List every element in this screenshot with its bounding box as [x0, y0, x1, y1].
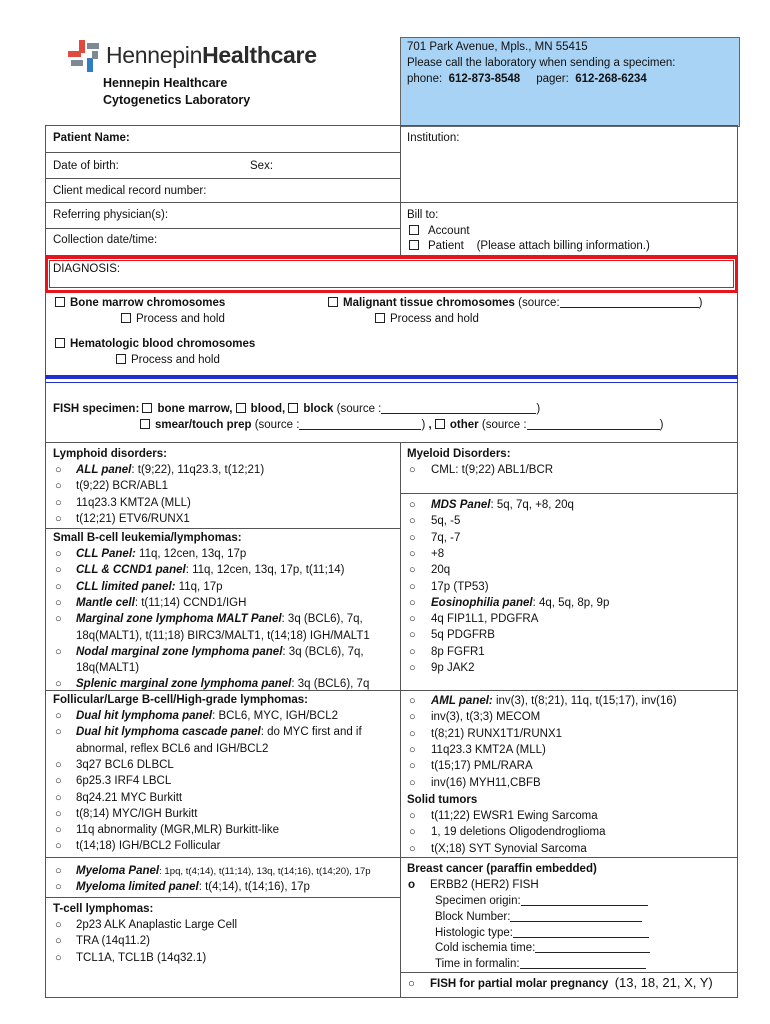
breast-field: [435, 941, 650, 955]
bullet-icon[interactable]: ○: [55, 824, 62, 837]
bone-marrow-chrom-checkbox[interactable]: [55, 297, 65, 307]
small-bcell-item[interactable]: [55, 645, 364, 659]
bill-patient-option[interactable]: [409, 239, 650, 253]
bullet-icon[interactable]: ○: [409, 776, 416, 789]
small-bcell-item[interactable]: [55, 661, 139, 675]
solid-tumor-item[interactable]: [409, 842, 587, 856]
collection-label: Collection date/time:: [53, 234, 158, 246]
close-paren: ): [536, 403, 541, 415]
breast-field-label: Histologic type:: [435, 926, 513, 939]
bullet-icon[interactable]: ○: [409, 629, 416, 642]
item-panel-name: CLL limited panel:: [76, 580, 176, 593]
bullet-icon[interactable]: ○: [55, 596, 62, 609]
hematologic-checkbox[interactable]: [55, 338, 65, 348]
breast-heading: Breast cancer (paraffin embedded): [407, 863, 597, 875]
myeloma-item[interactable]: [55, 864, 371, 879]
item-text: : 3q (BCL6), 7q,: [281, 613, 363, 626]
myeloma-item[interactable]: [55, 880, 310, 894]
logo: [66, 38, 317, 74]
item-text: 11q, 17p: [175, 580, 223, 593]
bm-process-hold-label: Process and hold: [136, 313, 225, 325]
item-text: : 11q, 12cen, 13q, 17p, t(11;14): [185, 564, 345, 577]
mds-item[interactable]: [409, 596, 609, 610]
item-text: 17p (TP53): [431, 580, 489, 593]
fish-smear-label: smear/touch prep: [155, 419, 252, 431]
molar-bullet: ○: [408, 978, 415, 990]
pager-label: pager:: [536, 73, 569, 85]
close-paren: ): [659, 419, 664, 431]
item-text: t(12;21) ETV6/RUNX1: [76, 512, 190, 525]
sex-label: Sex:: [250, 160, 274, 172]
bullet-icon[interactable]: ○: [55, 464, 62, 476]
bone-marrow-chrom-option[interactable]: [55, 296, 225, 310]
patient-bill-label: Patient: [428, 240, 464, 252]
item-panel-name: Mantle cell: [76, 596, 135, 609]
mrn-label: Client medical record number:: [53, 185, 207, 197]
lymphoid-item[interactable]: [55, 512, 190, 526]
aml-item[interactable]: [409, 743, 546, 757]
lymphoid-item[interactable]: [55, 463, 264, 477]
item-text: : 3q (BCL6), 7q,: [282, 645, 364, 658]
item-text: 5q PDGFRB: [431, 629, 495, 642]
phone-line: [407, 72, 647, 86]
follicular-item[interactable]: [55, 742, 268, 756]
aml-item[interactable]: [409, 727, 562, 741]
bullet-icon[interactable]: ○: [55, 613, 62, 626]
comma: ,: [428, 419, 432, 431]
molar-label: FISH for partial molar pregnancy: [430, 978, 609, 990]
item-text: 5q, -5: [431, 515, 461, 528]
solid-tumor-item[interactable]: [409, 825, 606, 839]
mt-process-hold-label: Process and hold: [390, 313, 479, 325]
fish-smear-checkbox[interactable]: [140, 419, 150, 429]
bullet-icon[interactable]: ○: [409, 760, 416, 773]
mds-item[interactable]: [409, 514, 460, 528]
item-text: : do MYC first and if: [260, 726, 362, 739]
follicular-item[interactable]: [55, 774, 171, 788]
bone-marrow-chrom-label: Bone marrow chromosomes: [70, 297, 226, 309]
bullet-icon[interactable]: ○: [409, 727, 416, 740]
fish-blood-label: blood,: [250, 403, 286, 415]
item-panel-name: Splenic marginal zone lymphoma panel: [76, 678, 292, 691]
item-panel-name: Dual hit lymphoma cascade panel: [76, 726, 261, 739]
mds-item[interactable]: [409, 580, 489, 594]
myeloid-heading: Myeloid Disorders:: [407, 448, 511, 460]
item-text: abnormal, reflex BCL6 and IGH/BCL2: [76, 742, 269, 755]
item-text: 11q23.3 KMT2A (MLL): [431, 743, 546, 756]
item-text: TRA (14q11.2): [76, 935, 150, 948]
fish-specimen-line2: [140, 418, 663, 432]
bullet-icon[interactable]: ○: [409, 842, 416, 855]
bullet-icon[interactable]: ○: [55, 807, 62, 820]
fish-label: FISH specimen:: [53, 403, 140, 415]
follicular-item[interactable]: [55, 839, 220, 853]
item-text: 2p23 ALK Anaplastic Large Cell: [76, 919, 238, 931]
mds-item[interactable]: [409, 563, 450, 577]
item-text: : 3q (BCL6), 7q: [291, 678, 370, 691]
item-text: : 4q, 5q, 8p, 9p: [532, 596, 610, 609]
org-line2: Cytogenetics Laboratory: [103, 93, 251, 107]
bullet-icon[interactable]: ○: [55, 512, 62, 525]
breast-field: [435, 910, 642, 924]
molar-pregnancy-option[interactable]: [408, 976, 713, 991]
account-checkbox[interactable]: [409, 225, 419, 235]
item-text: : BCL6, MYC, IGH/BCL2: [212, 710, 339, 722]
bullet-icon[interactable]: ○: [55, 919, 62, 931]
brand-light: Hennepin: [106, 42, 203, 68]
item-text: 11q, 12cen, 13q, 17p: [135, 548, 247, 560]
fish-smear-source-label: (source :: [254, 419, 300, 431]
item-text: CML: t(9;22) ABL1/BCR: [431, 464, 554, 476]
item-panel-name: CLL & CCND1 panel: [76, 564, 186, 577]
institution-label: Institution:: [407, 132, 460, 144]
bullet-icon[interactable]: ○: [55, 726, 62, 739]
bullet-icon[interactable]: ○: [55, 881, 62, 894]
small-bcell-item[interactable]: [55, 580, 223, 594]
bullet-icon[interactable]: ○: [409, 810, 416, 822]
follicular-item[interactable]: [55, 791, 182, 805]
bullet-icon[interactable]: ○: [55, 710, 62, 722]
bullet-icon[interactable]: ○: [409, 464, 416, 476]
mt-process-hold-checkbox[interactable]: [375, 313, 385, 323]
breast-field-input[interactable]: [521, 894, 648, 906]
item-panel-name: Marginal zone lymphoma MALT Panel: [76, 613, 282, 626]
bullet-icon[interactable]: ○: [55, 480, 62, 493]
hennepin-cross-icon: [66, 38, 102, 74]
hematologic-option[interactable]: [55, 337, 255, 351]
item-panel-name: ALL panel: [76, 464, 132, 476]
fish-block-source-label: (source :: [336, 403, 382, 415]
call-note: Please call the laboratory when sending a specimen:: [407, 57, 676, 69]
hb-process-hold-option[interactable]: [116, 353, 220, 367]
item-panel-name: CLL Panel:: [76, 548, 136, 560]
fish-other-checkbox[interactable]: [435, 419, 445, 429]
bm-process-hold-checkbox[interactable]: [121, 313, 131, 323]
item-text: t(11;22) EWSR1 Ewing Sarcoma: [431, 810, 598, 822]
item-text: t(8;21) RUNX1T1/RUNX1: [431, 727, 563, 740]
item-panel-name: Myeloma Panel: [76, 865, 160, 877]
mds-item[interactable]: [409, 645, 485, 659]
section-divider: [45, 375, 738, 379]
item-text: 1, 19 deletions Oligodendroglioma: [431, 826, 606, 839]
breast-field: [435, 957, 646, 971]
item-text: t(9;22) BCR/ABL1: [76, 480, 169, 493]
pager-number[interactable]: 612-268-6234: [575, 73, 647, 85]
tcell-item[interactable]: [55, 918, 237, 932]
lymphoid-item[interactable]: [55, 496, 191, 510]
org-line1: Hennepin Healthcare: [103, 76, 228, 90]
item-panel-name: Eosinophilia panel: [431, 596, 533, 609]
fish-bm-checkbox[interactable]: [142, 403, 152, 413]
item-panel-name: Nodal marginal zone lymphoma panel: [76, 645, 283, 658]
fish-block-source-field[interactable]: [381, 402, 536, 414]
small-bcell-item[interactable]: [55, 563, 344, 577]
fish-bm-label: bone marrow,: [157, 403, 233, 415]
bullet-icon[interactable]: ○: [409, 645, 416, 658]
bill-to-label: Bill to:: [407, 209, 439, 221]
item-text: 18q(MALT1): [76, 662, 140, 675]
fish-other-source-label: (source :: [481, 419, 527, 431]
bullet-icon[interactable]: ○: [55, 840, 62, 853]
item-text: inv(3), t(8;21), 11q, t(15;17), inv(16): [492, 695, 677, 707]
aml-item[interactable]: [409, 776, 541, 790]
item-text: t(14;18) IGH/BCL2 Follicular: [76, 840, 221, 853]
lymphoid-item[interactable]: [55, 479, 168, 493]
lab-address: 701 Park Avenue, Mpls., MN 55415: [407, 41, 588, 53]
fish-block-label: block: [303, 403, 334, 415]
hb-process-hold-checkbox[interactable]: [116, 354, 126, 364]
lymphoid-heading: Lymphoid disorders:: [53, 448, 167, 460]
erbb2-label: ERBB2 (HER2) FISH: [430, 879, 539, 891]
item-text: 4q FIP1L1, PDGFRA: [431, 613, 539, 626]
breast-field-input[interactable]: [513, 926, 649, 938]
item-text: inv(16) MYH11,CBFB: [431, 776, 541, 789]
breast-field: [435, 926, 649, 940]
bullet-icon[interactable]: ○: [409, 695, 416, 707]
solid-tumor-item[interactable]: [409, 809, 598, 823]
diagnosis-label: DIAGNOSIS:: [53, 263, 121, 275]
small-bcell-heading: Small B-cell leukemia/lymphomas:: [53, 532, 242, 544]
bullet-icon[interactable]: ○: [409, 596, 416, 609]
small-bcell-item[interactable]: [55, 547, 246, 561]
bullet-icon[interactable]: ○: [55, 951, 62, 964]
item-text: 18q(MALT1), t(11;18) BIRC3/MALT1, t(14;18) IGH/MALT1: [76, 629, 370, 642]
malignant-tissue-label: Malignant tissue chromosomes: [343, 297, 515, 309]
patient-name-label: Patient Name:: [53, 132, 130, 144]
breast-field-input[interactable]: [510, 910, 642, 922]
bullet-icon[interactable]: ○: [55, 645, 62, 658]
follicular-item[interactable]: [55, 823, 279, 837]
bullet-icon[interactable]: ○: [409, 547, 416, 560]
billing-note: (Please attach billing information.): [476, 240, 650, 252]
brand-bold: Healthcare: [202, 42, 317, 68]
follicular-item[interactable]: [55, 725, 362, 739]
aml-item[interactable]: [409, 694, 677, 708]
bullet-icon[interactable]: ○: [409, 711, 416, 724]
malignant-source-label: (source:: [518, 297, 560, 309]
item-text: t(8;14) MYC/IGH Burkitt: [76, 807, 198, 820]
small-bcell-item[interactable]: [55, 612, 363, 626]
item-text: : t(4;14), t(14;16), 17p: [198, 881, 310, 894]
fish-other-source-field[interactable]: [527, 418, 660, 430]
mds-item[interactable]: [409, 661, 474, 675]
item-text: t(15;17) PML/RARA: [431, 760, 533, 773]
fish-specimen-line1: [53, 402, 540, 416]
fish-block-checkbox[interactable]: [288, 403, 298, 413]
item-text: +8: [431, 547, 445, 560]
breast-field-label: Cold ischemia time:: [435, 942, 536, 955]
molar-chromosomes: (13, 18, 21, X, Y): [614, 975, 713, 990]
breast-field-label: Block Number:: [435, 910, 511, 923]
phone-number[interactable]: 612-873-8548: [448, 73, 521, 85]
bullet-icon[interactable]: ○: [409, 499, 416, 511]
mds-item[interactable]: [409, 612, 538, 626]
aml-item[interactable]: [409, 710, 540, 724]
item-text: inv(3), t(3;3) MECOM: [431, 711, 541, 724]
bullet-icon[interactable]: ○: [55, 791, 62, 804]
breast-field-input[interactable]: [535, 941, 650, 953]
close-paren: ): [421, 419, 426, 431]
bullet-icon[interactable]: ○: [55, 548, 62, 560]
hematologic-label: Hematologic blood chromosomes: [70, 338, 256, 350]
bullet-icon[interactable]: ○: [55, 678, 62, 691]
item-text: 11q23.3 KMT2A (MLL): [76, 496, 191, 509]
breast-field-label: Specimen origin:: [435, 895, 521, 907]
account-label: Account: [428, 225, 470, 237]
item-panel-name: Dual hit lymphoma panel: [76, 710, 213, 722]
item-text: : t(9;22), 11q23.3, t(12;21): [131, 464, 265, 476]
myeloid-item[interactable]: [409, 463, 553, 477]
aml-item[interactable]: [409, 759, 533, 773]
bill-account-option[interactable]: [409, 224, 470, 238]
bullet-icon[interactable]: ○: [409, 564, 416, 577]
mt-process-hold-option[interactable]: [375, 312, 479, 326]
bullet-icon[interactable]: ○: [55, 758, 62, 771]
mds-item[interactable]: [409, 531, 460, 545]
malignant-tissue-option[interactable]: [328, 296, 703, 310]
bullet-icon[interactable]: ○: [409, 743, 416, 756]
breast-field-label: Time in formalin:: [435, 958, 520, 971]
referring-label: Referring physician(s):: [53, 209, 169, 221]
item-text: 6p25.3 IRF4 LBCL: [76, 775, 172, 788]
item-text: t(X;18) SYT Synovial Sarcoma: [431, 842, 587, 855]
item-text: 7q, -7: [431, 531, 461, 544]
breast-field: [435, 894, 648, 908]
bullet-icon[interactable]: ○: [55, 865, 62, 877]
mds-item[interactable]: [409, 628, 495, 642]
follicular-item[interactable]: [55, 807, 197, 821]
close-paren: ): [698, 297, 703, 309]
item-text: 3q27 BCL6 DLBCL: [76, 758, 174, 771]
small-bcell-item[interactable]: [55, 677, 369, 691]
erbb2-option[interactable]: [408, 878, 539, 892]
bullet-icon[interactable]: ○: [55, 775, 62, 788]
follicular-item[interactable]: [55, 758, 174, 772]
fish-other-label: other: [449, 419, 479, 431]
hb-process-hold-label: Process and hold: [131, 354, 220, 366]
item-text: 11q abnormality (MGR,MLR) Burkitt-like: [76, 824, 280, 837]
mds-item[interactable]: [409, 498, 574, 512]
solid-tumors-heading: Solid tumors: [407, 794, 478, 806]
breast-field-input[interactable]: [520, 957, 646, 969]
bm-process-hold-option[interactable]: [121, 312, 225, 326]
bullet-icon[interactable]: ○: [409, 826, 416, 839]
item-text: 8q24.21 MYC Burkitt: [76, 791, 183, 804]
fish-smear-source-field[interactable]: [299, 418, 421, 430]
item-text: 9p JAK2: [431, 662, 475, 674]
item-text: : 5q, 7q, +8, 20q: [490, 499, 574, 511]
bullet-icon[interactable]: ○: [409, 531, 416, 544]
item-text: 8p FGFR1: [431, 645, 485, 658]
bullet-icon[interactable]: ○: [409, 515, 416, 528]
bullet-icon[interactable]: ○: [55, 935, 62, 948]
mds-item[interactable]: [409, 547, 444, 561]
bullet-icon[interactable]: ○: [55, 496, 62, 509]
follicular-item[interactable]: [55, 709, 338, 723]
tcell-item[interactable]: [55, 951, 206, 965]
small-bcell-item[interactable]: [55, 629, 370, 643]
item-panel-name: Myeloma limited panel: [76, 881, 199, 894]
malignant-source-field[interactable]: [560, 296, 699, 308]
item-text: 20q: [431, 564, 451, 577]
item-text: TCL1A, TCL1B (14q32.1): [76, 951, 207, 964]
small-bcell-item[interactable]: [55, 596, 246, 610]
fish-blood-checkbox[interactable]: [236, 403, 246, 413]
item-text: : t(11;14) CCND1/IGH: [134, 596, 247, 609]
bullet-icon[interactable]: ○: [409, 580, 416, 593]
bullet-icon[interactable]: ○: [55, 564, 62, 577]
follicular-heading: Follicular/Large B-cell/High-grade lymphomas:: [53, 694, 308, 706]
malignant-tissue-checkbox[interactable]: [328, 297, 338, 307]
bullet-icon[interactable]: ○: [55, 580, 62, 593]
bullet-icon[interactable]: ○: [409, 613, 416, 626]
item-text: : 1pq, t(4;14), t(11;14), 13q, t(14;16), t(14;20), 17p: [159, 866, 371, 877]
item-panel-name: AML panel:: [431, 695, 493, 707]
tcell-item[interactable]: [55, 934, 150, 948]
patient-checkbox[interactable]: [409, 240, 419, 250]
tcell-heading: T-cell lymphomas:: [53, 903, 154, 915]
dob-label: Date of birth:: [53, 160, 119, 172]
bullet-icon[interactable]: ○: [409, 662, 416, 674]
item-panel-name: MDS Panel: [431, 499, 491, 511]
phone-label: phone:: [407, 73, 443, 85]
erbb2-bullet: o: [408, 879, 416, 891]
